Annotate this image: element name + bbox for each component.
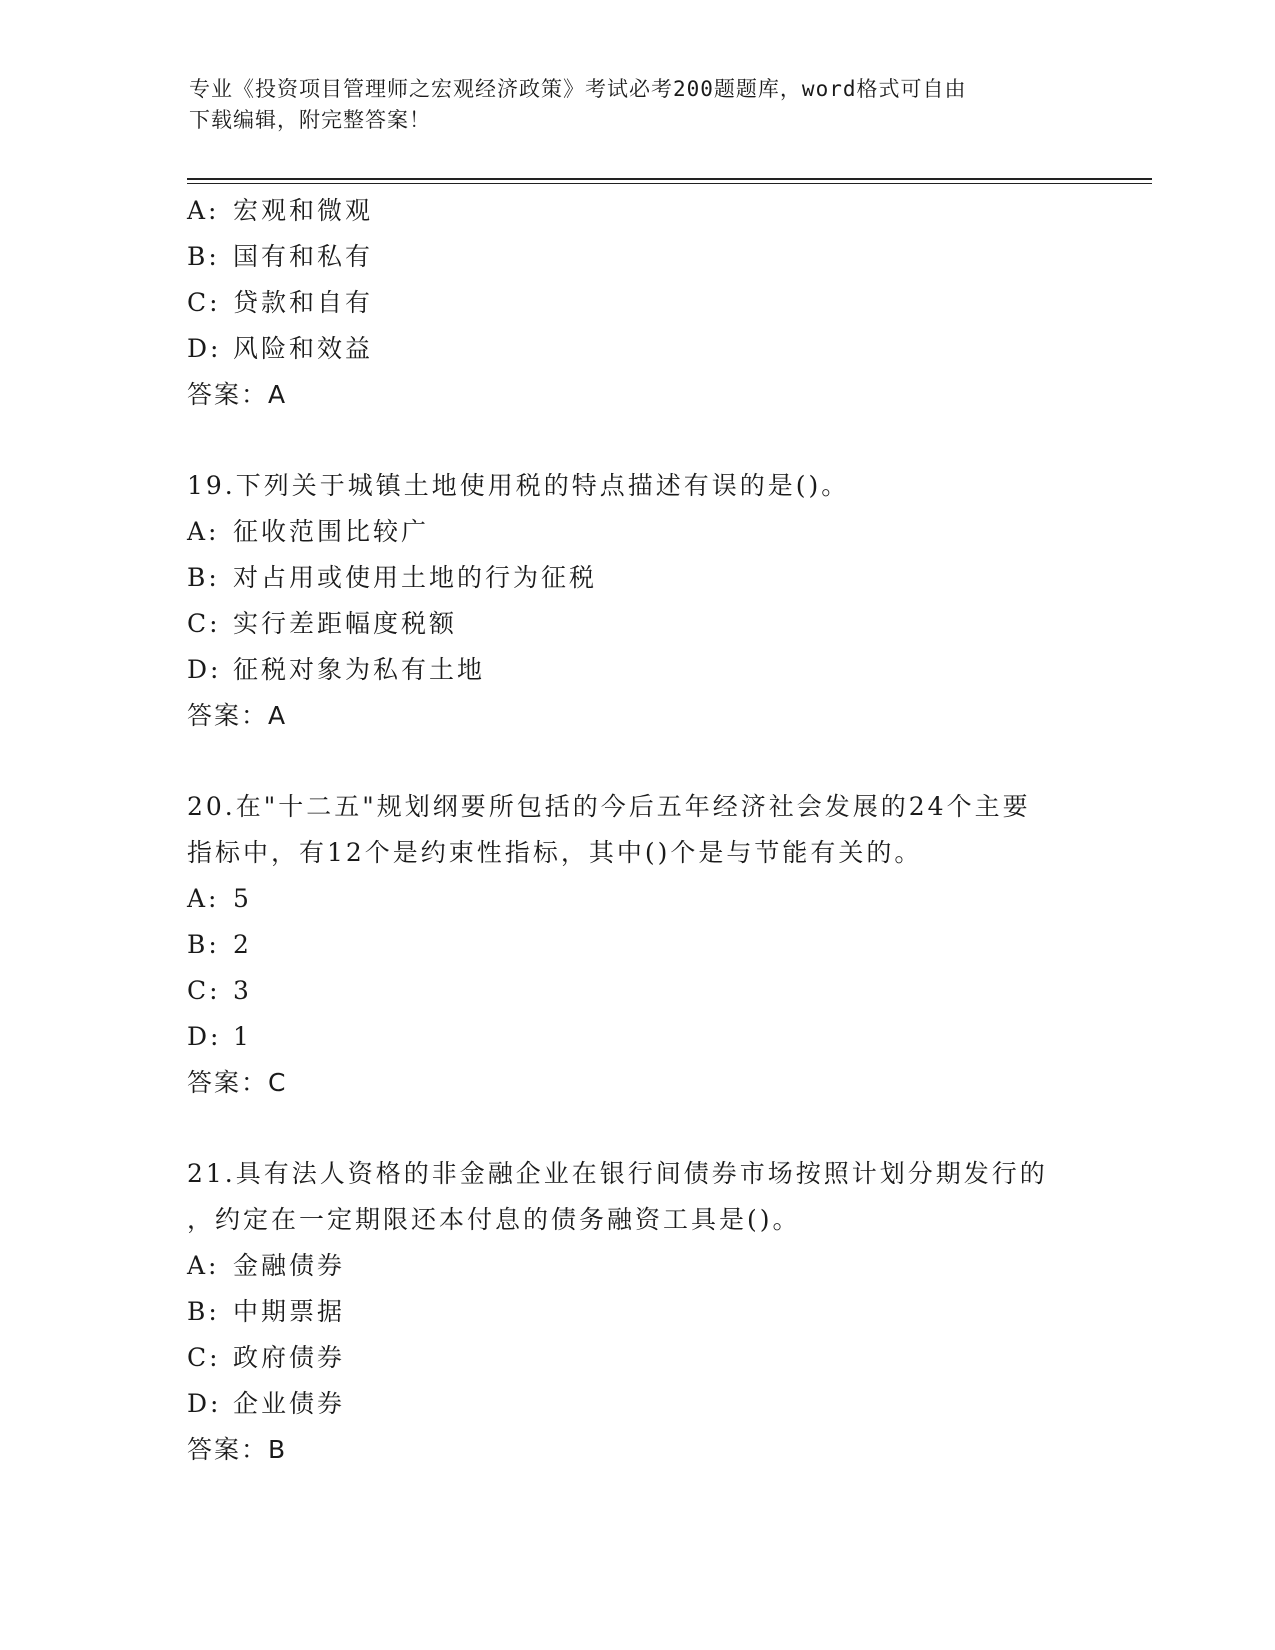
question-18 bbox=[187, 188, 1087, 418]
document-header bbox=[189, 74, 1069, 136]
option-d: D: 风险和效益 bbox=[187, 334, 374, 363]
header-line-2: 下载编辑，附完整答案！ bbox=[189, 108, 431, 132]
question-stem-line-1: 21.具有法人资格的非金融企业在银行间债券市场按照计划分期发行的 bbox=[187, 1159, 1048, 1188]
option-d: D: 1 bbox=[187, 1022, 252, 1051]
answer: 答案：B bbox=[187, 1435, 288, 1464]
option-c: C: 3 bbox=[187, 976, 252, 1005]
question-21 bbox=[187, 1151, 1087, 1473]
header-divider-thick bbox=[187, 178, 1152, 180]
option-b: B: 国有和私有 bbox=[187, 242, 374, 271]
option-b: B: 2 bbox=[187, 930, 252, 959]
question-stem-line-1: 20.在"十二五"规划纲要所包括的今后五年经济社会发展的24个主要 bbox=[187, 792, 1031, 821]
header-line-1: 专业《投资项目管理师之宏观经济政策》考试必考200题题库，word格式可自由 bbox=[189, 77, 967, 101]
answer: 答案：A bbox=[187, 380, 288, 409]
question-list bbox=[187, 188, 1087, 1473]
option-b: B: 中期票据 bbox=[187, 1297, 346, 1326]
option-c: C: 实行差距幅度税额 bbox=[187, 609, 458, 638]
question-20 bbox=[187, 784, 1087, 1106]
option-c: C: 政府债券 bbox=[187, 1343, 346, 1372]
question-stem-line-2: 指标中，有12个是约束性指标，其中()个是与节能有关的。 bbox=[187, 838, 923, 867]
option-a: A: 5 bbox=[187, 884, 252, 913]
option-c: C: 贷款和自有 bbox=[187, 288, 374, 317]
answer: 答案：A bbox=[187, 701, 288, 730]
option-b: B: 对占用或使用土地的行为征税 bbox=[187, 563, 598, 592]
option-a: A: 宏观和微观 bbox=[187, 196, 374, 225]
option-a: A: 金融债券 bbox=[187, 1251, 346, 1280]
question-19 bbox=[187, 463, 1087, 739]
option-d: D: 征税对象为私有土地 bbox=[187, 655, 486, 684]
question-stem-line-2: ，约定在一定期限还本付息的债务融资工具是()。 bbox=[187, 1205, 801, 1234]
header-divider-thin bbox=[187, 183, 1152, 184]
option-d: D: 企业债券 bbox=[187, 1389, 346, 1418]
question-stem: 19.下列关于城镇土地使用税的特点描述有误的是()。 bbox=[187, 471, 850, 500]
answer: 答案：C bbox=[187, 1068, 288, 1097]
option-a: A: 征收范围比较广 bbox=[187, 517, 430, 546]
